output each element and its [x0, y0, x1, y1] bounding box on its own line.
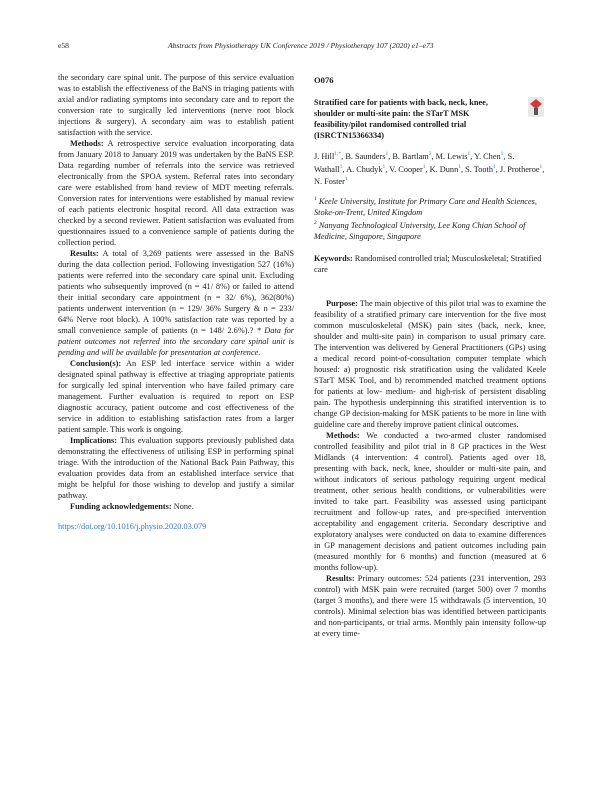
purpose-paragraph — [314, 298, 546, 430]
page-number: e58 — [58, 41, 69, 50]
methods-paragraph — [58, 138, 294, 248]
author — [389, 165, 425, 174]
author-name: V. Cooper — [389, 164, 423, 174]
affiliation-2-text: Nanyang Technological University, Lee Kong Chian School of Medicine, Singapore, Singapore — [314, 220, 526, 241]
conclusion-heading: Conclusion(s): — [70, 359, 122, 368]
keywords-heading: Keywords: — [314, 253, 353, 263]
author-name: A. Chudyk — [346, 164, 383, 174]
methods-paragraph-right — [314, 430, 546, 573]
methods-text-right: We conducted a two-armed cluster randomised controlled feasibility and pilot trial in 8 GP practices in the West Midlands (4 intervention: 4 control). Patients aged over 18, presenting with back, neck, knee, shoulder or multi-site pain, and without indicators of serious pathology requiring urgent medical treatment, other serious health conditions, or vulnerabilities were invited to take part. Feasibility was assessed using participant recruitment and follow-up rates, and pre-specified intervention acceptability and engagement criteria. Secondary descriptive and exploratory analyses were conducted on data to examine differences in GP management decisions and patient outcomes including pain (measured monthly for 6 months) and function (measured at 6 months follow-up). — [314, 430, 546, 572]
implications-text: This evaluation supports previously published data demonstrating the effectiveness of utilising ESP in performing spinal triage. With the introduction of the National Back Pain Pathway, this evaluation provides data from an established interface service that might be helpful for those wishing to develop and justify a similar pathway. — [58, 436, 294, 500]
conclusion-text: An ESP led interface service within a wider designated spinal pathway is effective at triaging appropriate patients for surgically led spinal intervention who have failed primary care management. Further evaluation is required to report on ESP diagnostic accuracy, patient outcome and cost effectiveness of the service in addition to establishing satisfaction rates from a larger patient sample. This work is ongoing. — [58, 359, 294, 434]
author — [392, 152, 431, 161]
results-paragraph-right — [314, 573, 546, 639]
doi-link[interactable]: https://doi.org/10.1016/j.physio.2020.03.079 — [58, 522, 207, 531]
author-name: K. Dunn — [429, 164, 459, 174]
author — [474, 152, 503, 161]
keywords — [314, 253, 546, 275]
author-affiliation-mark: 1 — [344, 176, 348, 183]
author-affiliation-mark: 1 — [492, 163, 496, 170]
author-name: S. Wathall — [314, 151, 515, 174]
results-heading-right: Results: — [326, 573, 355, 583]
author-affiliation-mark: 1 — [422, 163, 426, 170]
results-note: * Data for patient outcomes not referred into the secondary care spinal unit is pending and will be available for presentation at conference. — [58, 326, 294, 357]
implications-heading: Implications: — [70, 436, 118, 445]
author-affiliation-mark: 1 — [500, 151, 504, 157]
abstract-code: O076 — [314, 75, 334, 85]
author-name: J. Hill — [314, 151, 335, 161]
author — [500, 165, 542, 174]
left-column — [58, 72, 294, 532]
author-affiliation-mark: 1 — [539, 163, 543, 170]
funding-text: None. — [171, 502, 194, 511]
right-column — [314, 72, 546, 639]
author — [314, 152, 341, 161]
methods-text: A retrospective service evaluation incorporating data from January 2018 to January 2019 was undertaken by the BaNS ESP. Data regarding number of referrals into the service was retrieved electronically from the SPOA system. Referral rates into secondary care were established from hand review of MDT meeting referrals. Conversion rates for interventions were established by manual review of each patients electronic hospital record. All data extraction was checked by a second reviewer. Patient satisfaction was evaluated from questionnaires issued to a convenience sample of patients during the collection period. — [58, 139, 294, 247]
author-affiliation-mark: 1 — [467, 151, 471, 157]
author-affiliation-mark: 1 — [339, 163, 343, 170]
author-affiliation-mark: 1 — [385, 151, 389, 157]
author-name: J. Protheroe — [499, 164, 540, 174]
results-text-right: Primary outcomes: 524 patients (231 intervention, 293 control) with MSK pain were recruited (target 500) over 7 months (target 3 months), and there were 15 withdrawals (5 intervention, 10 controls). Minimal selection bias was identified between participants and non-participants, or trial arms. Monthly pain intensity follow-up at every time- — [314, 573, 546, 638]
funding-paragraph — [58, 501, 294, 512]
abstract-title: Stratified care for patients with back, neck, knee, shoulder or multi-site pain: the STarT MSK feasibility/pilot randomised controlled trial (ISRCTN15366334) — [314, 98, 488, 140]
author-affiliation-mark: 1 — [382, 163, 386, 170]
methods-heading: Methods: — [70, 139, 104, 148]
implications-paragraph — [58, 435, 294, 501]
methods-heading-right: Methods: — [326, 430, 360, 440]
conclusion-paragraph — [58, 358, 294, 435]
affiliation-1-number: 1 — [314, 196, 317, 203]
author-name: N. Foster — [314, 177, 345, 187]
running-title: Abstracts from Physiotherapy UK Conference 2019 / Physiotherapy 107 (2020) e1–e73 — [168, 41, 434, 50]
author — [314, 177, 348, 186]
results-heading: Results: — [70, 249, 99, 258]
author — [345, 152, 388, 161]
funding-heading: Funding acknowledgements: — [70, 502, 172, 511]
keywords-text: Randomised controlled trial; Musculoskeletal; Stratified care — [314, 253, 542, 274]
author — [430, 165, 461, 174]
author-affiliation-mark: 1,* — [334, 151, 342, 157]
author-name: Y. Chen — [474, 151, 501, 161]
author — [465, 165, 496, 174]
results-text: A total of 3,269 patients were assessed in the BaNS during the data collection period. Following investigation 527 (16%) patients were referred into the secondary care spinal unit. Excluding patients who subsequently improved (n = 41/ 8%) or failed to attend their initial secondary care appointment (n = 32/ 6%), 362(80%) patients underwent intervention (n = 129/ 36% Surgery & n = 233/ 64% Nerve root block). A 100% satisfaction rate was reported by a small convenience sample of patients (n = 148/ 2.6%).? — [58, 249, 294, 335]
author — [436, 152, 471, 161]
author-affiliation-mark: 1 — [458, 163, 461, 170]
page-header — [58, 41, 546, 55]
author-list: J. Hill$^{1,*}$, B. Saunders$^1$, B. Bartlam$^2$, M. Lewis$^1$, Y. Chen$^1$, S. Wathall$^1$, A. Chudyk$^1$, V. Cooper$^1$, K. Dunn$^1$, S. Tooth$^1$, J. Protheroe$^1$, N. Foster$^1$ — [314, 151, 545, 187]
results-paragraph — [58, 248, 294, 358]
author — [346, 165, 385, 174]
purpose-text: The main objective of this pilot trial was to examine the feasibility of a stratified primary care intervention for the five most common musculoskeletal (MSK) pain sites (back, neck, knee, shoulder and multi-site pain) in comparison to usual primary care. The intervention was delivered by General Practitioners (GPs) using a medical record point-of-consultation computer template which housed: a) prognostic risk stratification using the validated Keele STarT MSK Tool, and b) recommended matched treatment options for patients at low- medium- and high-risk of persistent disabling pain. The hypothesis underpinning this stratified intervention is to change GP decision-making for MSK patients to be more in line with guideline care and thereby improve patient clinical outcomes. — [314, 298, 546, 429]
affiliation-1 — [314, 194, 546, 218]
author-name: M. Lewis — [435, 151, 468, 161]
intro-paragraph: the secondary care spinal unit. The purpose of this service evaluation was to establish the effectiveness of the BaNS in triaging patients with axial and/or radiating symptoms into secondary care and to report the conversion rate to surgically led interventions (nerve root block injections & surgery). A secondary aim was to establish patient satisfaction with the service. — [58, 73, 294, 137]
author-name: B. Saunders — [345, 151, 386, 161]
affiliation-2 — [314, 218, 546, 242]
author-affiliation-mark: 2 — [428, 151, 432, 157]
purpose-heading: Purpose: — [326, 298, 358, 308]
affiliation-2-number: 2 — [314, 220, 317, 227]
author-name: B. Bartlam — [392, 151, 429, 161]
affiliation-1-text: Keele University, Institute for Primary Care and Health Sciences, Stoke-on-Trent, United Kingdom — [314, 197, 537, 218]
author-name: S. Tooth — [465, 164, 493, 174]
